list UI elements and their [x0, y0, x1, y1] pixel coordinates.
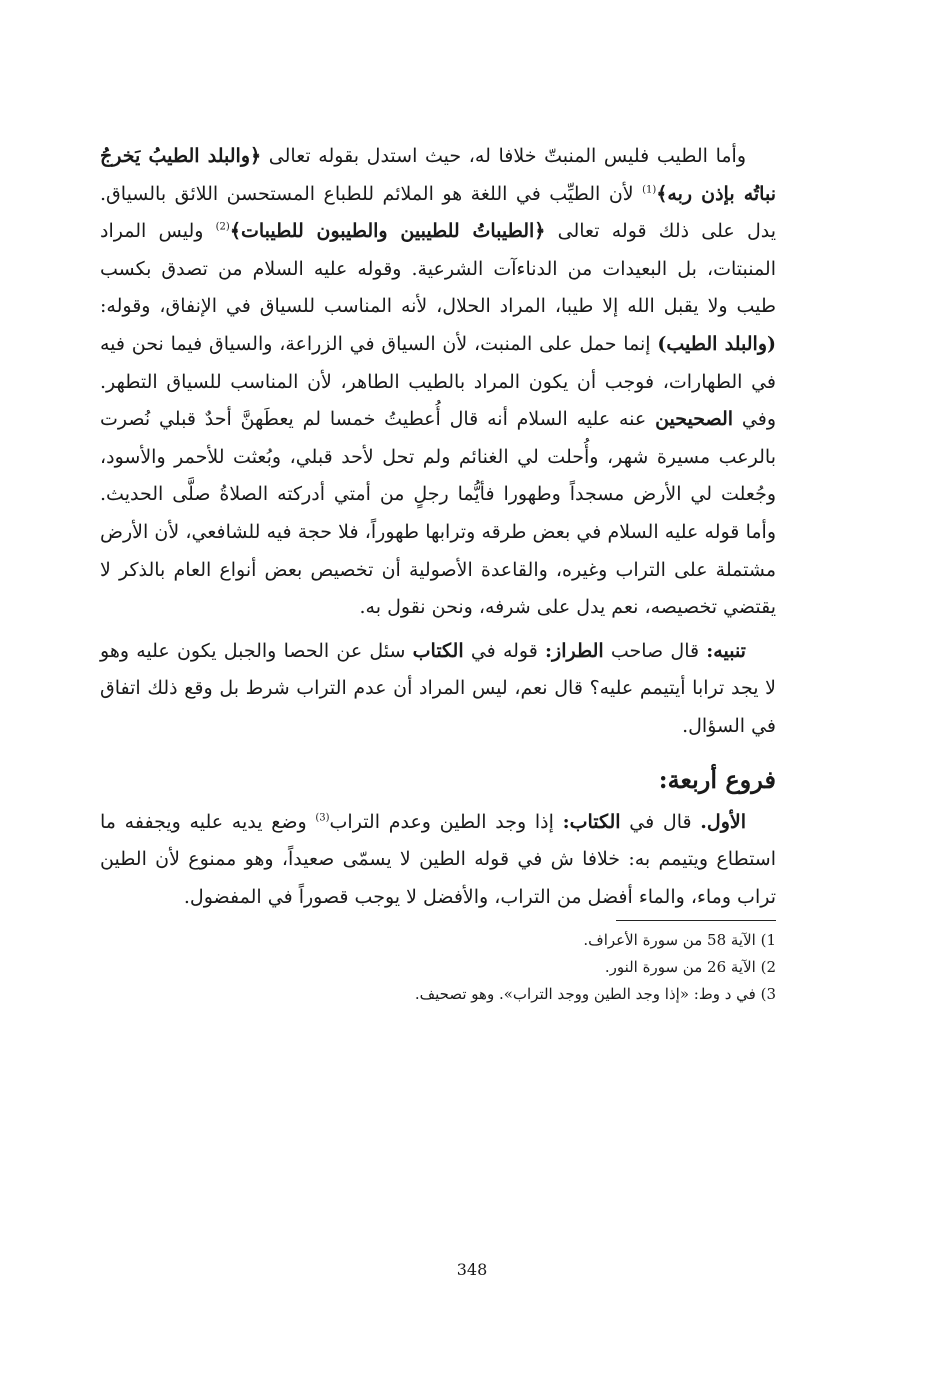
text-run: وأما الطيب فليس المنبتّ خلافا له، حيث استدل بقوله تعالى	[261, 145, 746, 167]
footnote-ref: (3)	[315, 812, 330, 824]
book-title: الكتاب:	[562, 810, 621, 833]
book-title: الطراز:	[545, 639, 604, 662]
footnotes	[100, 927, 776, 1008]
page-content	[100, 138, 776, 1008]
book-title: الصحيحين	[655, 408, 734, 431]
footnote-2: 2) الآية 26 من سورة النور.	[604, 958, 776, 977]
note-label: تنبيه:	[706, 639, 746, 662]
book-title: الكتاب	[412, 639, 464, 662]
quran-quote: ﴿الطيباتُ للطيبين والطيبون للطيبات﴾	[229, 220, 546, 243]
text-run: إنما حمل على المنبت، لأن السياق في الزراعة، والسياق فيما نحن فيه في الطهارات، فوجب أن يكون المراد بالطيب الطاهر، لأن المناسب للسياق التطهر. وفي	[100, 332, 776, 431]
footnote-divider	[616, 920, 776, 921]
text-run: عنه عليه السلام أنه قال أُعطيتُ خمسا لم يعطَهنَّ أحدٌ قبلي نُصرت بالرعب مسيرة شهر، وأُحلت لي الغنائم ولم تحل لأحد قبلي، وبُعثت للأحمر والأسود، وجُعلت لي الأرض مسجداً وطهورا فأيُّما رجلٍ من أمتي أدركته الصلاةُ صلَّى الحديث. وأما قوله عليه السلام في بعض طرقه وترابها طهوراً، فلا حجة فيه للشافعي، لأن الأرض مشتملة على التراب وغيره، والقاعدة الأصولية أن تخصيص بعض أنواع العام بالذكر لا يقتضي تخصيصه، نعم يدل على شرفه، ونحن نقول به.	[100, 408, 776, 619]
paragraph-note	[100, 633, 776, 746]
text-run: وليس المراد المنبتات، بل البعيدات من الدناءآت الشرعية. وقوله عليه السلام من تصدق بكسب طيب ولا يقبل الله إلا طيبا، المراد الحلال، لأنه المناسب للسياق في الإنفاق، وقوله:	[100, 220, 776, 318]
text-run: إذا وجد الطين وعدم التراب	[329, 810, 563, 833]
text-run: سئل عن الحصا والجبل يكون عليه وهو لا يجد ترابا أيتيمم عليه؟ قال نعم، ليس المراد أن عدم التراب شرط بل وقع ذلك اتفاق في السؤال.	[100, 639, 776, 737]
text-run: لأن الطيِّب في اللغة هو الملائم للطباع المستحسن اللائق بالسياق. يدل على ذلك قوله تعالى	[100, 182, 777, 243]
paragraph-first-branch	[100, 804, 776, 917]
text-run: وضع يديه عليه ويجففه ما استطاع ويتيمم به: خلافا ش في قوله الطين لا يسمّى صعيداً، وهو ممنوع لأن الطين تراب وماء، والماء أفضل من التراب، والأفضل لا يوجب قصوراً في المفضول.	[100, 810, 776, 908]
footnote-1: 1) الآية 58 من سورة الأعراف.	[583, 931, 776, 950]
section-heading: فروع أربعة:	[658, 764, 776, 794]
branch-label: الأول.	[700, 810, 746, 833]
quran-quote: ﴿والبلد الطيبُ يَخرجُ نباتُه بإذن ربه﴾	[100, 145, 776, 205]
paragraph-main	[100, 138, 776, 627]
quran-quote: (والبلد الطيب)	[657, 332, 776, 355]
text-run: قوله في	[463, 639, 546, 662]
footnote-ref: (1)	[642, 184, 657, 196]
footnote-3: 3) في د وط: «إذا وجد الطين ووجد التراب». وهو تصحيف.	[414, 985, 776, 1004]
text-run: قال في	[620, 810, 701, 833]
page-number: 348	[456, 1260, 488, 1279]
text-run: قال صاحب	[603, 639, 707, 662]
footnote-ref: (2)	[215, 221, 230, 233]
